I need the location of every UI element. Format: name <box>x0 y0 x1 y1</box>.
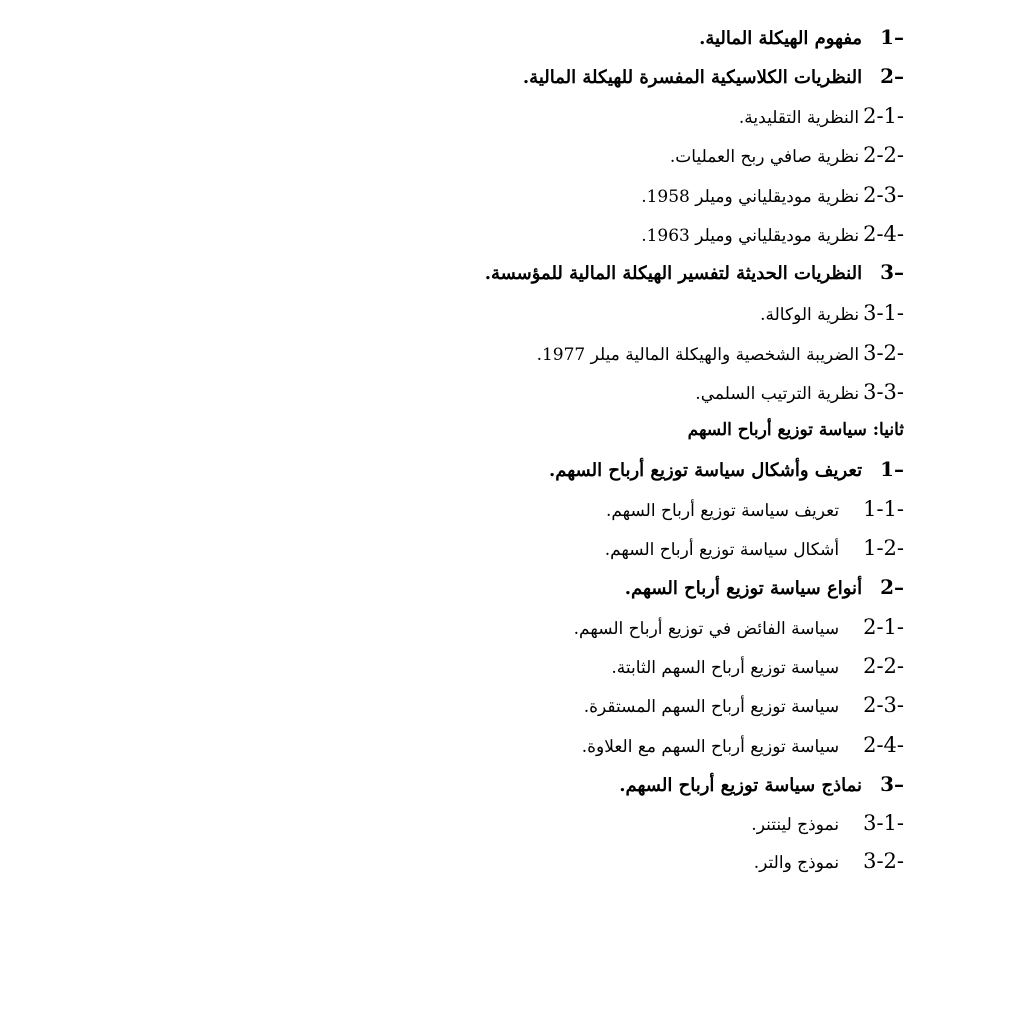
item-number: 3– <box>880 260 904 284</box>
item-text: النظريات الكلاسيكية المفسرة للهيكلة المالية. <box>522 67 863 88</box>
outline-item <box>641 180 904 210</box>
item-text: نموذج لينتنر. <box>751 815 840 835</box>
item-text: أنواع سياسة توزيع أرباح السهم. <box>624 578 863 599</box>
item-text: ثانيا: سياسة توزيع أرباح السهم <box>687 420 904 440</box>
item-number: 2-2- <box>863 654 904 678</box>
item-text: سياسة توزيع أرباح السهم الثابتة. <box>611 658 840 678</box>
item-text: سياسة توزيع أرباح السهم مع العلاوة. <box>581 737 840 757</box>
outline-item <box>625 572 904 602</box>
item-number: 1– <box>880 25 904 49</box>
item-text: نظرية الوكالة. <box>760 305 860 325</box>
outline-item <box>549 454 904 484</box>
item-text: تعريف وأشكال سياسة توزيع أرباح السهم. <box>548 460 863 481</box>
outline-item <box>695 377 904 407</box>
outline-item <box>574 612 904 642</box>
item-number: 2-1- <box>863 104 904 128</box>
item-number: 2-3- <box>863 693 904 717</box>
item-number: 1– <box>880 457 904 481</box>
outline-item <box>739 101 904 131</box>
item-text: سياسة توزيع أرباح السهم المستقرة. <box>583 697 840 717</box>
item-text: نظرية موديقلياني وميلر 1963. <box>641 226 860 246</box>
outline-item <box>699 22 904 52</box>
item-number: 3-1- <box>863 301 904 325</box>
item-text: النظريات الحديثة لتفسير الهيكلة المالية للمؤسسة. <box>484 263 863 284</box>
item-number: 2-3- <box>863 183 904 207</box>
item-number: 3-2- <box>863 849 904 873</box>
outline-item <box>584 690 904 720</box>
item-text: نموذج والتر. <box>753 853 840 873</box>
item-text: أشكال سياسة توزيع أرباح السهم. <box>604 540 840 560</box>
item-number: 3-1- <box>863 811 904 835</box>
item-number: 1-2- <box>863 536 904 560</box>
outline-item <box>523 61 904 91</box>
item-number: 2-2- <box>863 143 904 167</box>
item-number: 3-3- <box>863 380 904 404</box>
item-number: 2– <box>880 575 904 599</box>
outline-item <box>751 808 904 838</box>
item-number: 1-1- <box>863 497 904 521</box>
item-text: مفهوم الهيكلة المالية. <box>699 28 863 49</box>
item-number: 2-4- <box>863 222 904 246</box>
item-text: نظرية موديقلياني وميلر 1958. <box>641 187 860 207</box>
item-text: تعريف سياسة توزيع أرباح السهم. <box>605 501 840 521</box>
outline-item <box>611 651 904 681</box>
item-number: 3-2- <box>863 341 904 365</box>
item-number: 3– <box>880 772 904 796</box>
outline-item <box>641 219 904 249</box>
outline-item <box>670 140 904 170</box>
item-text: نظرية الترتيب السلمي. <box>695 384 860 404</box>
item-text: سياسة الفائض في توزيع أرباح السهم. <box>573 619 840 639</box>
item-text: النظرية التقليدية. <box>738 108 860 128</box>
item-number: 2– <box>880 64 904 88</box>
outline-item <box>619 769 904 799</box>
item-number: 2-4- <box>863 733 904 757</box>
outline-item <box>606 494 904 524</box>
section-heading <box>688 415 904 445</box>
outline-item <box>605 533 904 563</box>
item-text: الضريبة الشخصية والهيكلة المالية ميلر 1977. <box>536 345 860 365</box>
item-text: نظرية صافي ربح العمليات. <box>669 147 860 167</box>
outline-item <box>760 298 904 328</box>
item-number: 2-1- <box>863 615 904 639</box>
outline-item <box>485 257 904 287</box>
outline-item <box>537 338 904 368</box>
outline-item <box>754 846 904 876</box>
item-text: نماذج سياسة توزيع أرباح السهم. <box>619 775 863 796</box>
outline-item <box>582 730 904 760</box>
